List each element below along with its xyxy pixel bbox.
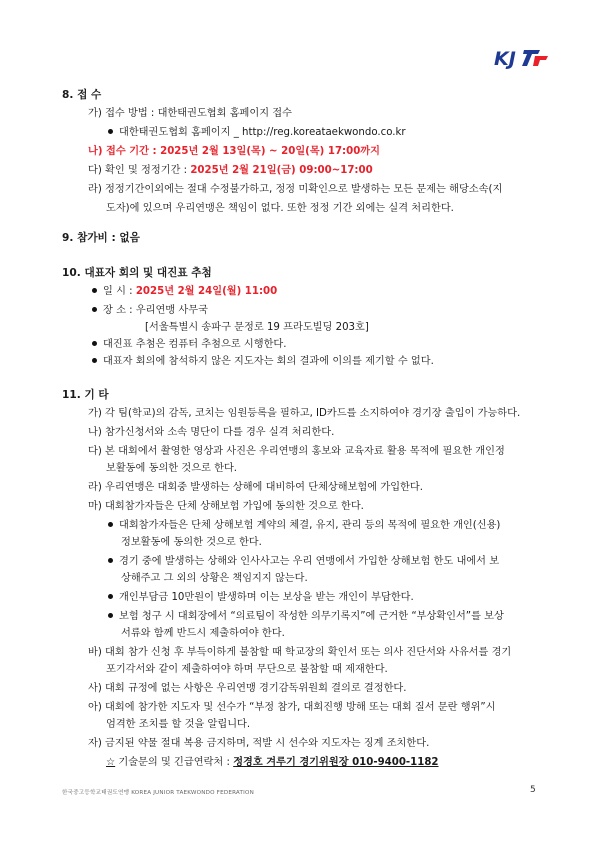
bullet-icon xyxy=(108,594,113,599)
section-11-title: 11. 기 타 xyxy=(62,389,109,401)
sec8-ra-line2: 도자)에 있으며 우리연맹은 책임이 없다. 또한 정정 기간 외에는 실격 처리한다. xyxy=(106,203,454,214)
sec11-bullet-1 xyxy=(108,519,500,533)
bullet-icon xyxy=(108,558,113,563)
sec11-bullet-2-line1: 경기 중에 발생하는 상해와 인사사고는 우리 연맹에서 가입한 상해보험 한도 내에서 보 xyxy=(119,556,500,567)
contact-label: 기술문의 및 긴급연락처 : xyxy=(115,757,234,768)
sec8-na-value: 2025년 2월 13일(목) ~ 20일(목) 17:00까지 xyxy=(160,146,380,157)
sec11-ja: 자) 금지된 약물 절대 복용 금지하며, 적발 시 선수와 지도자는 징계 조치한다. xyxy=(88,738,430,749)
sec10-place xyxy=(92,304,208,318)
sec11-ra: 라) 우리연맹은 대회중 발생하는 상해에 대비하여 단체상해보험에 가입한다. xyxy=(88,482,423,493)
sec8-item-na xyxy=(88,145,380,159)
bullet-icon xyxy=(92,288,97,293)
sec8-da-value: 2025년 2월 21일(금) 09:00~17:00 xyxy=(190,165,373,176)
sec11-bullet-4-line2: 서류와 함께 반드시 제출하여야 한다. xyxy=(121,628,285,639)
sec11-ma: 마) 대회참가자들은 단체 상해보험 가입에 동의한 것으로 한다. xyxy=(88,501,364,512)
bullet-icon xyxy=(92,307,97,312)
section-9-title: 9. 참가비 : 없음 xyxy=(62,232,140,244)
sec11-a-line1: 아) 대회에 참가한 지도자 및 선수가 “부정 참가, 대회진행 방해 또는 대회 질서 문란 행위”시 xyxy=(88,702,496,713)
sec11-bullet-4 xyxy=(108,610,504,624)
sec11-ba-line1: 바) 대회 참가 신청 후 부득이하게 불참할 때 학교장의 확인서 또는 의사 진단서와 사유서를 경기 xyxy=(88,647,512,658)
sec8-item-ga xyxy=(88,107,292,121)
sec10-bullet-4-text: 대표자 회의에 참석하지 않은 지도자는 회의 결과에 이의를 제기할 수 없다. xyxy=(103,356,434,367)
sec8-na-prefix: 나) 접수 기간 : xyxy=(88,146,161,157)
sec10-date-value: 2025년 2월 24일(월) 11:00 xyxy=(135,286,278,297)
sec11-da-line2: 보활동에 동의한 것으로 한다. xyxy=(106,463,238,474)
sec8-bullet xyxy=(108,126,406,140)
bullet-icon xyxy=(108,613,113,618)
section-8-title: 8. 접 수 xyxy=(62,89,102,101)
sec8-da-prefix: 다) 확인 및 정정기간 : xyxy=(88,165,191,176)
footer-text: 한국중고등학교태권도연맹 KOREA JUNIOR TAEKWONDO FEDERATION xyxy=(62,790,254,796)
sec11-contact xyxy=(106,756,439,770)
sec11-bullet-1-line2: 정보활동에 동의한 것으로 한다. xyxy=(121,537,262,548)
sec11-ba-line2: 포기각서와 같이 제출하여야 하며 무단으로 불참할 때 제재한다. xyxy=(106,664,388,675)
sec11-bullet-1-line1: 대회참가자들은 단체 상해보험 계약의 체결, 유지, 관리 등의 목적에 필요한 개인(신용) xyxy=(119,520,501,531)
sec8-ga-prefix: 가) xyxy=(88,108,106,119)
sec8-bullet-text: 대한태권도협회 홈페이지 _ http://reg.koreataekwondo.co.kr xyxy=(119,127,406,138)
contact-value: 정경호 겨루기 경기위원장 010-9400-1182 xyxy=(233,757,439,768)
sec10-address: [서울특별시 송파구 문정로 19 프라도빌딩 203호] xyxy=(145,322,369,333)
sec8-item-da xyxy=(88,164,373,178)
sec10-bullet-3 xyxy=(92,338,287,352)
sec11-bullet-3-text: 개인부담금 10만원이 발생하며 이는 보상을 받는 개인이 부담한다. xyxy=(119,592,414,603)
bullet-icon xyxy=(108,522,113,527)
logo-text-kj: KJ xyxy=(494,48,516,70)
sec10-date xyxy=(92,285,277,299)
bullet-icon xyxy=(92,358,97,363)
page-number: 5 xyxy=(530,785,536,795)
sec11-bullet-3 xyxy=(108,591,414,605)
sec11-bullet-2-line2: 상해주고 그 외의 상황은 책임지지 않는다. xyxy=(121,573,308,584)
kjtf-logo xyxy=(494,46,550,70)
sec10-date-prefix: 일 시 : xyxy=(103,286,136,297)
sec11-bullet-4-line1: 보험 청구 시 대회장에서 “의료팀이 작성한 의무기록지”에 근거한 “부상확인서”를 보상 xyxy=(119,611,504,622)
sec11-sa: 사) 대회 규정에 없는 사항은 우리연맹 경기감독위원회 결의로 결정한다. xyxy=(88,683,407,694)
sec11-na: 나) 참가신청서와 소속 명단이 다를 경우 실격 처리한다. xyxy=(88,427,335,438)
sec11-da-line1: 다) 본 대회에서 촬영한 영상과 사진은 우리연맹의 홍보와 교육자료 활용 목적에 필요한 개인정 xyxy=(88,446,505,457)
logo-f-mark xyxy=(533,56,548,66)
bullet-icon xyxy=(92,341,97,346)
contact-star-icon: ☆ xyxy=(106,757,116,768)
sec10-place-text: 장 소 : 우리연맹 사무국 xyxy=(103,305,208,316)
sec11-ga: 가) 각 팀(학교)의 감독, 코치는 임원등록을 필하고, ID카드를 소지하여야 경기장 출입이 가능하다. xyxy=(88,408,521,419)
sec10-bullet-3-text: 대진표 추첨은 컴퓨터 추첨으로 시행한다. xyxy=(103,339,287,350)
sec8-ra-line1: 라) 정정기간이외에는 절대 수정불가하고, 정정 미확인으로 발생하는 모든 문제는 해당소속(지 xyxy=(88,184,503,195)
sec11-a-line2: 엄격한 조치를 할 것을 알립니다. xyxy=(106,719,251,730)
sec11-bullet-2 xyxy=(108,555,499,569)
sec10-bullet-4 xyxy=(92,355,434,369)
sec8-ga-text: 접수 방법 : 대한태권도협회 홈페이지 접수 xyxy=(105,108,292,119)
section-10-title: 10. 대표자 회의 및 대진표 추첨 xyxy=(62,267,212,279)
bullet-icon xyxy=(108,129,113,134)
